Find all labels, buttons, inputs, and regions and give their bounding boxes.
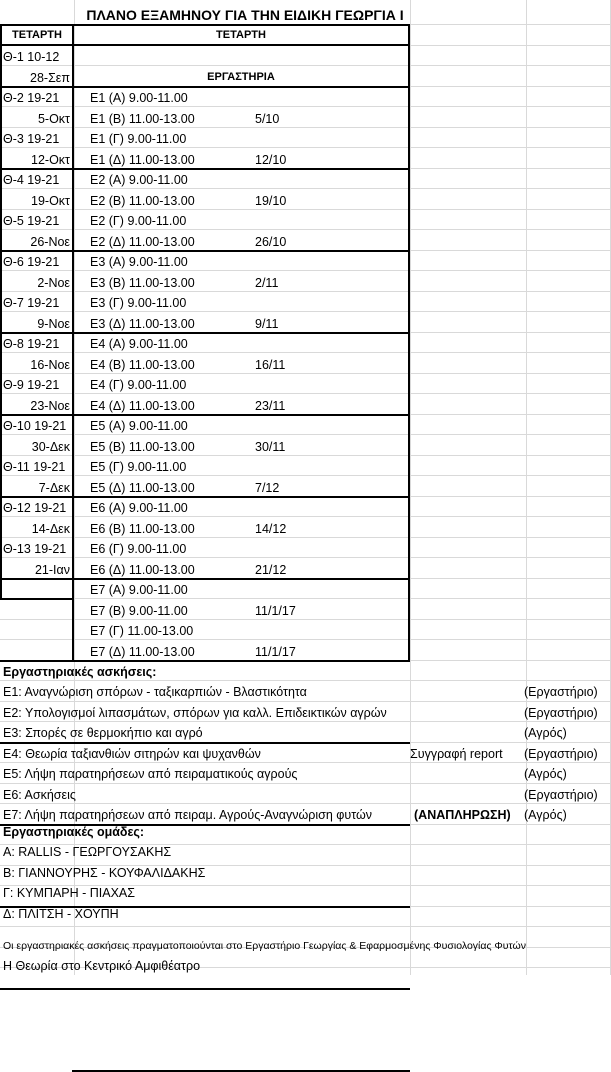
lab-slot: Ε6 (Β) 11.00-13.00 bbox=[90, 521, 195, 536]
lab-date: 5/10 bbox=[255, 111, 280, 126]
lab-slot: Ε4 (Γ) 9.00-11.00 bbox=[90, 378, 187, 392]
lab-slot: Ε4 (Δ) 11.00-13.00 bbox=[90, 398, 195, 413]
lab-slot: Ε3 (Δ) 11.00-13.00 bbox=[90, 316, 195, 331]
lab-slot: Ε7 (Α) 9.00-11.00 bbox=[90, 583, 188, 597]
theory-date: 5-Οκτ bbox=[37, 111, 70, 126]
theory-session: Θ-10 19-21 bbox=[3, 419, 67, 433]
lab-slot: Ε5 (Γ) 9.00-11.00 bbox=[90, 460, 187, 474]
theory-separator bbox=[0, 988, 74, 990]
theory-session: Θ-5 19-21 bbox=[3, 214, 60, 228]
exercise-description: Ε3: Σπορές σε θερμοκήπιο και αγρό bbox=[3, 726, 203, 740]
groups-heading: Εργαστηριακές ομάδες: bbox=[3, 825, 145, 839]
page-title: ΠΛΑΝΟ ΕΞΑΜΗΝΟΥ ΓΙΑ ΤΗΝ ΕΙΔΙΚΗ ΓΕΩΡΓΙΑ Ι bbox=[86, 7, 404, 23]
exercise-description: Ε6: Ασκήσεις bbox=[3, 787, 76, 802]
lab-slot: Ε2 (Γ) 9.00-11.00 bbox=[90, 214, 187, 228]
theory-date: 16-Νοε bbox=[30, 357, 70, 372]
theory-session: Θ-12 19-21 bbox=[3, 501, 67, 515]
exercise-description: Ε4: Θεωρία ταξιανθιών σιτηρών και ψυχανθών bbox=[3, 746, 261, 761]
grid-row-line bbox=[0, 803, 611, 804]
group-entry: Δ: ΠΛΙΤΣΗ - ΧΟΥΠΗ bbox=[3, 906, 119, 921]
lab-date: 11/1/17 bbox=[255, 603, 296, 618]
lab-slot: Ε5 (Α) 9.00-11.00 bbox=[90, 419, 188, 433]
theory-date: 26-Νοε bbox=[30, 234, 70, 249]
theory-date: 30-Δεκ bbox=[31, 439, 70, 454]
lab-date: 26/10 bbox=[255, 234, 287, 249]
lab-slot: Ε1 (Β) 11.00-13.00 bbox=[90, 111, 195, 126]
lab-slot: Ε5 (Β) 11.00-13.00 bbox=[90, 439, 195, 454]
exercise-description: Ε7: Λήψη παρατηρήσεων από πειραμ. Αγρούς-Αναγνώριση φυτών bbox=[3, 808, 372, 822]
lab-slot: Ε2 (Α) 9.00-11.00 bbox=[90, 173, 188, 187]
header-right-label: ΤΕΤΑΡΤΗ bbox=[216, 29, 266, 41]
exercises-heading: Εργαστηριακές ασκήσεις: bbox=[3, 665, 157, 679]
theory-date: 19-Οκτ bbox=[31, 193, 70, 208]
theory-session: Θ-3 19-21 bbox=[3, 132, 60, 146]
lab-slot: Ε7 (Γ) 11.00-13.00 bbox=[90, 624, 194, 638]
theory-date: 2-Νοε bbox=[37, 275, 70, 290]
lab-slot: Ε1 (Α) 9.00-11.00 bbox=[90, 91, 188, 105]
lab-slot: Ε4 (Β) 11.00-13.00 bbox=[90, 357, 195, 372]
lab-slot: Ε2 (Β) 11.00-13.00 bbox=[90, 193, 195, 208]
lab-slot: Ε4 (Α) 9.00-11.00 bbox=[90, 337, 188, 351]
lab-date: 2/11 bbox=[255, 275, 279, 290]
theory-session: Θ-4 19-21 bbox=[3, 173, 60, 187]
theory-session: Θ-9 19-21 bbox=[3, 378, 60, 392]
footnote-theory-location: Η Θεωρία στο Κεντρικό Αμφιθέατρο bbox=[3, 959, 201, 973]
theory-date: 7-Δεκ bbox=[38, 480, 70, 495]
lab-slot: Ε5 (Δ) 11.00-13.00 bbox=[90, 480, 195, 495]
lab-slot: Ε6 (Δ) 11.00-13.00 bbox=[90, 562, 195, 577]
lab-date: 9/11 bbox=[255, 316, 279, 331]
lab-slot: Ε3 (Γ) 9.00-11.00 bbox=[90, 296, 187, 310]
lab-slot: Ε3 (Α) 9.00-11.00 bbox=[90, 255, 188, 269]
theory-session: Θ-11 19-21 bbox=[3, 460, 66, 474]
lab-date: 30/11 bbox=[255, 439, 286, 454]
theory-date: 12-Οκτ bbox=[31, 152, 70, 167]
exercise-place: (Εργαστήριο) bbox=[524, 685, 598, 699]
theory-date: 14-Δεκ bbox=[31, 521, 70, 536]
theory-session: Θ-8 19-21 bbox=[3, 337, 60, 351]
footnote-labs-location: Οι εργαστηριακές ασκήσεις πραγματοποιούνται στο Εργαστήριο Γεωργίας & Εφαρμοσμένης Φυσιολογίας Φυτών bbox=[3, 940, 526, 952]
exercise-note: Συγγραφή report bbox=[410, 746, 503, 761]
theory-date: 21-Ιαν bbox=[34, 562, 70, 577]
lab-slot: Ε1 (Γ) 9.00-11.00 bbox=[90, 132, 187, 146]
exercise-description: Ε5: Λήψη παρατηρήσεων από πειραματικούς αγρούς bbox=[3, 767, 298, 781]
lab-slot: Ε6 (Γ) 9.00-11.00 bbox=[90, 542, 187, 556]
exercise-place: (Αγρός) bbox=[524, 767, 567, 781]
exercise-place: (Εργαστήριο) bbox=[524, 787, 598, 802]
lab-slot: Ε7 (Δ) 11.00-13.00 bbox=[90, 644, 195, 659]
theory-session: Θ-1 10-12 bbox=[3, 50, 60, 64]
theory-date: 23-Νοε bbox=[30, 398, 70, 413]
lab-date: 16/11 bbox=[255, 357, 286, 372]
lab-date: 12/10 bbox=[255, 152, 287, 167]
lab-date: 21/12 bbox=[255, 562, 287, 577]
lab-date: 7/12 bbox=[255, 480, 280, 495]
lab-separator bbox=[72, 988, 410, 990]
lab-slot: Ε7 (Β) 9.00-11.00 bbox=[90, 603, 188, 618]
group-entry: Β: ΓΙΑΝΝΟΥΡΗΣ - ΚΟΥΦΑΛΙΔΑΚΗΣ bbox=[3, 865, 206, 880]
exercise-description: Ε2: Υπολογισμοί λιπασμάτων, σπόρων για καλλ. Επιδεικτικών αγρών bbox=[3, 705, 387, 720]
theory-session: Θ-2 19-21 bbox=[3, 91, 60, 105]
lab-date: 19/10 bbox=[255, 193, 287, 208]
lab-slot: Ε6 (Α) 9.00-11.00 bbox=[90, 501, 188, 515]
theory-date: 28-Σεπ bbox=[30, 70, 70, 85]
theory-date: 9-Νοε bbox=[37, 316, 70, 331]
exercise-place: (Εργαστήριο) bbox=[524, 705, 598, 720]
exercise-place: (Αγρός) bbox=[524, 808, 567, 822]
theory-session: Θ-13 19-21 bbox=[3, 542, 67, 556]
lab-date: 23/11 bbox=[255, 398, 286, 413]
exercise-place: (Αγρός) bbox=[524, 726, 567, 740]
labs-heading: ΕΡΓΑΣΤΗΡΙΑ bbox=[207, 71, 275, 83]
exercise-place: (Εργαστήριο) bbox=[524, 746, 598, 761]
grid-row-line bbox=[0, 926, 611, 927]
header-left-label: ΤΕΤΑΡΤΗ bbox=[12, 29, 62, 41]
exercise-description: Ε1: Αναγνώριση σπόρων - ταξικαρπιών - Βλαστικότητα bbox=[3, 685, 307, 699]
exercise-note: (ΑΝΑΠΛΗΡΩΣΗ) bbox=[414, 808, 511, 822]
group-entry: Α: RALLIS - ΓΕΩΡΓΟΥΣΑΚΗΣ bbox=[3, 845, 172, 859]
lab-slot: Ε1 (Δ) 11.00-13.00 bbox=[90, 152, 195, 167]
group-entry: Γ: ΚΥΜΠΑΡΗ - ΠΙΑΧΑΣ bbox=[3, 886, 135, 900]
lab-slot: Ε2 (Δ) 11.00-13.00 bbox=[90, 234, 195, 249]
theory-session: Θ-7 19-21 bbox=[3, 296, 60, 310]
lab-separator bbox=[72, 906, 410, 908]
lab-date: 11/1/17 bbox=[255, 644, 296, 659]
lab-slot: Ε3 (Β) 11.00-13.00 bbox=[90, 275, 195, 290]
theory-session: Θ-6 19-21 bbox=[3, 255, 60, 269]
lab-date: 14/12 bbox=[255, 521, 287, 536]
